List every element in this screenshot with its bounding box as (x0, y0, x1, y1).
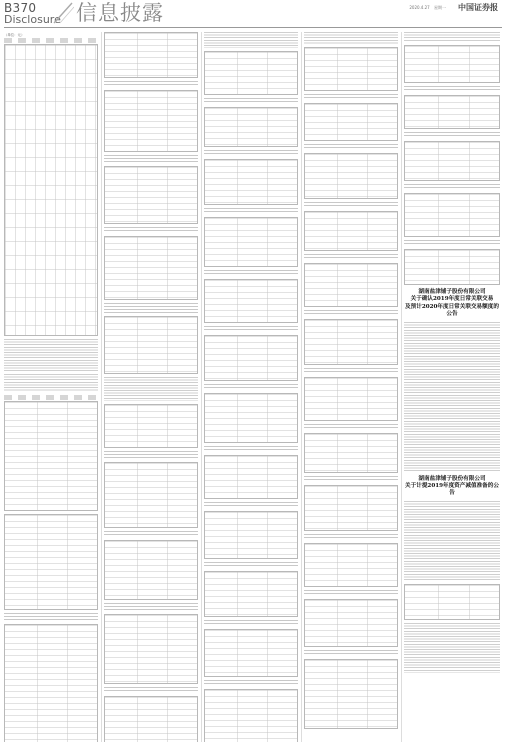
text-block (304, 590, 398, 596)
text-block (304, 254, 398, 260)
data-table (304, 263, 398, 307)
data-table (204, 455, 298, 499)
column-divider (301, 32, 302, 742)
slash-decoration-icon (52, 1, 74, 25)
text-block (104, 303, 198, 313)
text-block (304, 310, 398, 316)
text-block (304, 424, 398, 430)
notice-title-2 (404, 476, 500, 498)
data-table (304, 47, 398, 91)
notice-2-company: 湖南盐津铺子股份有限公司 (418, 475, 486, 482)
notice-1-company: 湖南盐津铺子股份有限公司 (418, 289, 486, 295)
text-block (204, 620, 298, 626)
data-table (4, 624, 98, 742)
column-4 (304, 32, 398, 742)
text-block (304, 650, 398, 656)
column-1 (4, 32, 98, 742)
text-block (204, 446, 298, 452)
text-block (204, 270, 298, 276)
data-table (204, 335, 298, 381)
data-table (404, 95, 500, 129)
section-english: Disclosure (4, 13, 61, 26)
column-2 (104, 32, 198, 742)
data-table (104, 462, 198, 528)
text-block (104, 155, 198, 163)
table-header-row (4, 38, 98, 43)
text-block (104, 603, 198, 611)
text-block (304, 476, 398, 482)
text-block (304, 534, 398, 540)
data-table (104, 696, 198, 742)
data-table (204, 629, 298, 677)
data-table (4, 401, 98, 511)
data-table (204, 511, 298, 559)
table-header-row (4, 395, 98, 400)
data-table (404, 141, 500, 181)
page-header (0, 0, 506, 26)
data-table (304, 211, 398, 251)
column-3 (204, 32, 298, 742)
header-meta (406, 5, 446, 10)
text-block (304, 32, 398, 44)
text-block (104, 377, 198, 401)
data-table (204, 393, 298, 443)
data-table (104, 404, 198, 448)
data-table (204, 107, 298, 147)
data-table (204, 571, 298, 617)
notice-1-title-line2: 及预计2020年度日常关联交易额度的公告 (405, 303, 499, 318)
column-divider (201, 32, 202, 742)
issue-weekday: 星期一 (434, 5, 446, 10)
text-block (404, 86, 500, 92)
data-table (404, 193, 500, 237)
table-caption: （单位：元） (4, 33, 25, 37)
data-table (404, 584, 500, 620)
text-block (304, 144, 398, 150)
data-table (104, 90, 198, 152)
data-table (204, 689, 298, 742)
header-rule (4, 27, 502, 28)
text-block (304, 368, 398, 374)
notice-title-1 (404, 289, 500, 319)
text-block (204, 150, 298, 156)
text-block (404, 32, 500, 42)
data-table (104, 32, 198, 78)
notice-1-body (404, 322, 500, 472)
data-table (304, 103, 398, 141)
data-table (304, 153, 398, 199)
data-table (104, 236, 198, 300)
data-table (104, 316, 198, 374)
data-table (4, 514, 98, 610)
data-table (104, 166, 198, 224)
newspaper-masthead: 中国证券报 (458, 2, 498, 12)
section-title: 信息披露 (76, 1, 164, 25)
text-block (104, 687, 198, 693)
data-table (304, 377, 398, 421)
text-block (304, 94, 398, 100)
text-block (104, 227, 198, 233)
data-table (304, 543, 398, 587)
data-table (404, 45, 500, 83)
text-block (104, 451, 198, 459)
text-block (4, 613, 98, 621)
text-block (204, 562, 298, 568)
text-block (204, 208, 298, 214)
text-block (204, 502, 298, 508)
data-table (304, 599, 398, 647)
data-table (404, 249, 500, 285)
data-table (304, 319, 398, 365)
data-table (204, 217, 298, 267)
data-table (4, 44, 98, 336)
text-block (404, 240, 500, 246)
text-block (4, 374, 98, 392)
notice-1-title-line1: 关于确认2019年度日常关联交易 (410, 296, 494, 303)
text-block (204, 384, 298, 390)
text-block (104, 81, 198, 87)
data-table (304, 433, 398, 473)
notice-2-title-line1: 关于计提2019年度资产减值准备的公告 (405, 483, 499, 497)
issue-date: 2020.4.27 (409, 5, 430, 10)
text-block (204, 680, 298, 686)
data-table (104, 614, 198, 684)
data-table (304, 485, 398, 531)
data-table (104, 540, 198, 600)
notice-2-body (404, 501, 500, 581)
data-table (204, 51, 298, 95)
text-block (104, 531, 198, 537)
data-table (204, 279, 298, 323)
data-table (204, 159, 298, 205)
text-block (404, 184, 500, 190)
text-block (404, 132, 500, 138)
page-number: B370 (4, 1, 37, 15)
text-block (204, 98, 298, 104)
text-block (404, 623, 500, 673)
text-block (204, 32, 298, 48)
text-block (304, 202, 398, 208)
data-table (304, 659, 398, 729)
text-block (4, 339, 98, 371)
text-block (204, 326, 298, 332)
column-divider (101, 32, 102, 742)
column-divider (401, 32, 402, 742)
column-5 (404, 32, 500, 742)
